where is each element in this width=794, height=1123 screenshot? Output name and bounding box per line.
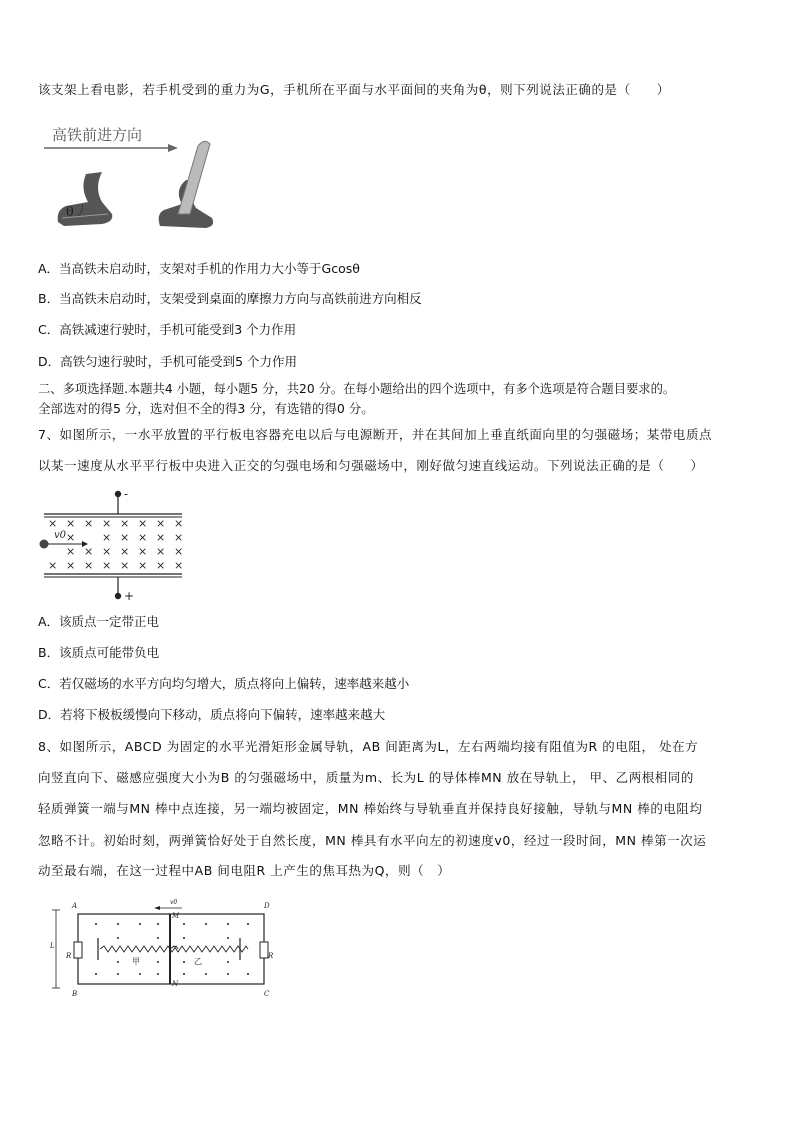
- svg-text:L: L: [50, 942, 55, 950]
- svg-text:×: ×: [66, 531, 76, 544]
- svg-text:×: ×: [156, 531, 166, 544]
- q6-option-d: D．高铁匀速行驶时，手机可能受到5 个力作用: [38, 354, 298, 369]
- section2-line1: 二、多项选择题.本题共4 小题，每小题5 分，共20 分。在每小题给出的四个选项中，有多个选项是符合题目要求的。: [38, 382, 676, 396]
- charged-particle: [40, 540, 49, 549]
- q7-line2: 以某一速度从水平平行板中央进入正交的匀强电场和匀强磁场中，刚好做匀速直线运动。下列说法正确的是（ ）: [38, 458, 704, 473]
- q6-option-b: B．当高铁未启动时，支架受到桌面的摩擦力方向与高铁前进方向相反: [38, 291, 422, 306]
- svg-text:×: ×: [102, 517, 112, 530]
- svg-text:N: N: [172, 980, 179, 988]
- svg-text:×: ×: [174, 531, 184, 544]
- svg-text:-: -: [124, 487, 129, 501]
- q8-line2: 向竖直向下、磁感应强度大小为B 的匀强磁场中，质量为m、长为L 的导体棒MN 放在导轨上， 甲、乙两根相同的: [38, 770, 694, 785]
- rail-figure: [42, 896, 282, 1000]
- svg-text:甲: 甲: [132, 957, 140, 966]
- svg-text:C: C: [264, 990, 270, 998]
- phone-stand-figure: [38, 118, 228, 238]
- left-resistor: [74, 942, 82, 958]
- svg-text:×: ×: [174, 517, 184, 530]
- svg-text:×: ×: [156, 517, 166, 530]
- capacitor-figure: [36, 484, 196, 602]
- svg-text:×: ×: [102, 559, 112, 572]
- svg-text:×: ×: [66, 545, 76, 558]
- svg-text:×: ×: [48, 517, 58, 530]
- svg-text:×: ×: [66, 517, 76, 530]
- svg-text:×: ×: [120, 517, 130, 530]
- svg-text:×: ×: [48, 559, 58, 572]
- svg-text:×: ×: [120, 545, 130, 558]
- q6-option-c: C．高铁减速行驶时，手机可能受到3 个力作用: [38, 322, 297, 337]
- spring-yi: [170, 946, 248, 952]
- svg-text:×: ×: [102, 531, 112, 544]
- svg-text:A: A: [72, 902, 78, 910]
- svg-text:D: D: [264, 902, 270, 910]
- svg-text:×: ×: [102, 545, 112, 558]
- direction-caption: 高铁前进方向: [52, 126, 143, 144]
- svg-text:M: M: [172, 912, 180, 920]
- q8-line3: 轻质弹簧一端与MN 棒中点连接，另一端均被固定，MN 棒始终与导轨垂直并保持良好接触，导轨与MN 棒的电阻均: [38, 801, 703, 816]
- svg-text:×: ×: [84, 517, 94, 530]
- q7-option-c: C．若仅磁场的水平方向均匀增大，质点将向上偏转，速率越来越小: [38, 676, 410, 691]
- svg-text:×: ×: [84, 545, 94, 558]
- velocity-label: v0: [54, 530, 67, 541]
- svg-text:R: R: [66, 952, 72, 960]
- svg-text:×: ×: [120, 559, 130, 572]
- svg-text:×: ×: [138, 545, 148, 558]
- svg-text:×: ×: [174, 545, 184, 558]
- svg-text:×: ×: [120, 531, 130, 544]
- q6-intro: 该支架上看电影，若手机受到的重力为G，手机所在平面与水平面间的夹角为θ，则下列说法正确的是（ ）: [38, 82, 670, 97]
- svg-text:R: R: [268, 952, 274, 960]
- q7-option-d: D．若将下极板缓慢向下移动，质点将向下偏转，速率越来越大: [38, 707, 386, 722]
- svg-text:×: ×: [156, 559, 166, 572]
- spring-jia: [100, 946, 178, 952]
- svg-text:×: ×: [156, 545, 166, 558]
- q6-option-a: A．当高铁未启动时，支架对手机的作用力大小等于Gcosθ: [38, 261, 360, 276]
- svg-text:×: ×: [138, 531, 148, 544]
- right-resistor: [260, 942, 268, 958]
- svg-text:×: ×: [66, 559, 76, 572]
- q7-option-a: A．该质点一定带正电: [38, 614, 160, 629]
- svg-text:B: B: [72, 990, 78, 998]
- q8-line1: 8、如图所示，ABCD 为固定的水平光滑矩形金属导轨，AB 间距离为L，左右两端均接有阻值为R 的电阻， 处在方: [38, 739, 699, 754]
- q8-line5: 动至最右端，在这一过程中AB 间电阻R 上产生的焦耳热为Q，则（ ）: [38, 863, 451, 878]
- q7-option-b: B．该质点可能带负电: [38, 645, 160, 660]
- section2-line2: 全部选对的得5 分，选对但不全的得3 分，有选错的得0 分。: [38, 401, 374, 416]
- svg-text:v0: v0: [170, 899, 178, 906]
- svg-text:×: ×: [174, 559, 184, 572]
- q7-line1: 7、如图所示，一水平放置的平行板电容器充电以后与电源断开，并在其间加上垂直纸面向里的匀强磁场；某带电质点: [38, 427, 713, 442]
- svg-text:+: +: [124, 589, 135, 602]
- svg-text:×: ×: [138, 559, 148, 572]
- q8-line4: 忽略不计。初始时刻，两弹簧恰好处于自然长度，MN 棒具有水平向左的初速度v0，经过一段时间，MN 棒第一次运: [38, 833, 707, 848]
- angle-label: θ: [66, 205, 74, 220]
- svg-text:×: ×: [138, 517, 148, 530]
- svg-text:×: ×: [84, 559, 94, 572]
- svg-text:乙: 乙: [194, 957, 202, 966]
